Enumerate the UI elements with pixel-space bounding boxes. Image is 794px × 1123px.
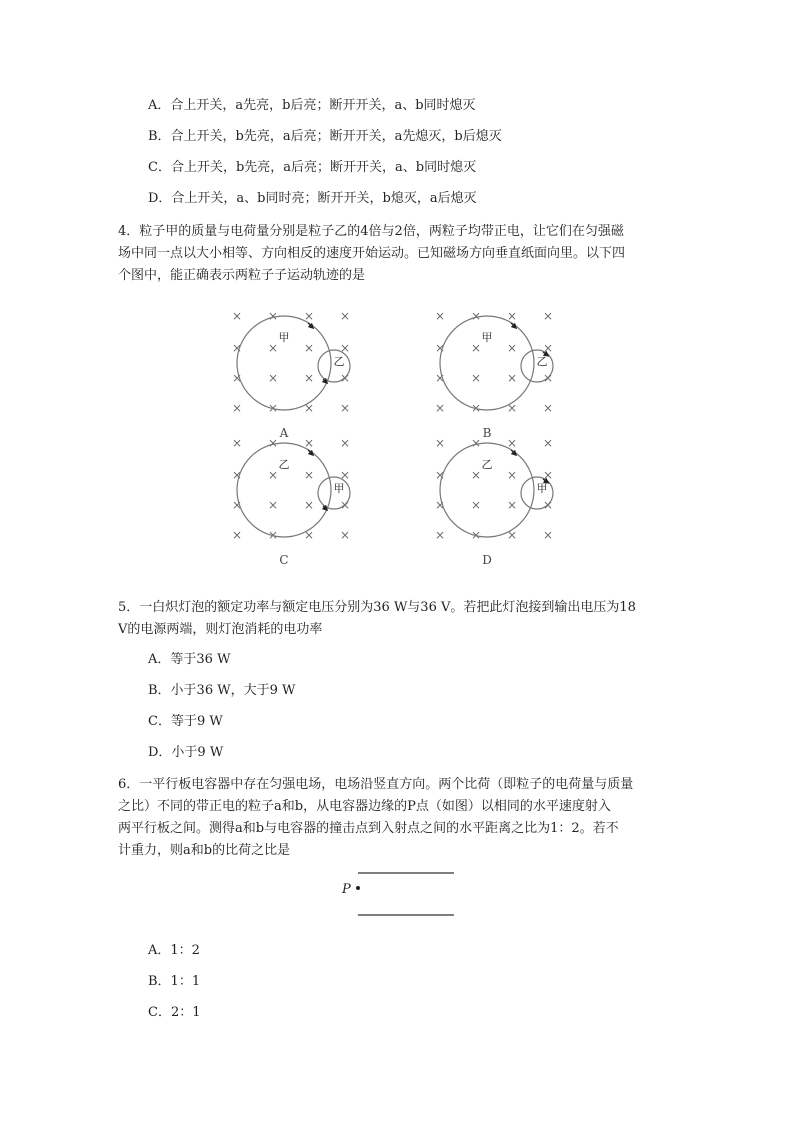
field-cross: × xyxy=(231,341,243,355)
field-cross: × xyxy=(506,309,518,323)
field-cross: × xyxy=(434,436,446,450)
field-cross: × xyxy=(231,498,243,512)
field-cross: × xyxy=(267,498,279,512)
q4-panel-a xyxy=(232,309,350,440)
field-cross: × xyxy=(231,309,243,323)
field-cross: × xyxy=(506,528,518,542)
field-cross: × xyxy=(339,341,351,355)
field-cross: × xyxy=(339,498,351,512)
field-cross: × xyxy=(303,468,315,482)
field-cross: × xyxy=(434,371,446,385)
field-cross: × xyxy=(470,341,482,355)
large-circle-label: 甲 xyxy=(481,331,493,344)
small-circle-label: 甲 xyxy=(333,482,345,495)
q5-option-c: C．等于9 W xyxy=(148,714,223,729)
field-cross: × xyxy=(470,371,482,385)
q5-stem-line-2: V的电源两端，则灯泡消耗的电功率 xyxy=(118,622,323,637)
field-cross: × xyxy=(470,498,482,512)
field-cross: × xyxy=(542,528,554,542)
field-cross: × xyxy=(339,401,351,415)
field-cross: × xyxy=(470,309,482,323)
field-cross: × xyxy=(267,528,279,542)
field-cross: × xyxy=(231,468,243,482)
field-cross: × xyxy=(267,341,279,355)
panel-label: D xyxy=(482,553,492,567)
field-cross: × xyxy=(231,528,243,542)
q5-stem-line-1: 5．一白炽灯泡的额定功率与额定电压分别为36 W与36 V。若把此灯泡接到输出电压为18 xyxy=(118,600,636,615)
panel-label: A xyxy=(279,426,289,440)
field-cross: × xyxy=(267,401,279,415)
q6-option-a: A．1：2 xyxy=(148,943,200,958)
q6-option-b: B．1：1 xyxy=(148,974,201,989)
field-cross: × xyxy=(339,528,351,542)
field-cross: × xyxy=(542,436,554,450)
field-cross: × xyxy=(434,528,446,542)
field-cross: × xyxy=(339,468,351,482)
field-cross: × xyxy=(267,309,279,323)
field-cross: × xyxy=(231,436,243,450)
field-cross: × xyxy=(434,468,446,482)
field-cross: × xyxy=(267,371,279,385)
field-cross: × xyxy=(434,341,446,355)
large-circle-label: 乙 xyxy=(481,458,493,471)
q3-option-a: A．合上开关，a先亮，b后亮；断开开关，a、b同时熄灭 xyxy=(148,98,476,113)
field-cross: × xyxy=(506,498,518,512)
q4-figure xyxy=(220,300,570,575)
small-circle-label: 乙 xyxy=(536,355,548,368)
field-cross: × xyxy=(506,401,518,415)
q4-panel-c xyxy=(232,436,350,567)
field-cross: × xyxy=(339,436,351,450)
q6-option-c: C．2：1 xyxy=(148,1005,201,1020)
panel-label: C xyxy=(279,553,289,567)
field-cross: × xyxy=(303,309,315,323)
field-cross: × xyxy=(470,468,482,482)
q6-stem-line-2: 之比）不同的带正电的粒子a和b，从电容器边缘的P点（如图）以相同的水平速度射入 xyxy=(118,799,611,814)
field-cross: × xyxy=(303,341,315,355)
field-cross: × xyxy=(303,371,315,385)
field-cross: × xyxy=(542,309,554,323)
field-cross: × xyxy=(542,498,554,512)
field-cross: × xyxy=(434,401,446,415)
field-cross: × xyxy=(542,401,554,415)
q4-stem-line-2: 场中同一点以大小相等、方向相反的速度开始运动。已知磁场方向垂直纸面向里。以下四 xyxy=(118,246,626,261)
field-cross: × xyxy=(506,341,518,355)
q4-stem-line-1: 4．粒子甲的质量与电荷量分别是粒子乙的4倍与2倍，两粒子均带正电，让它们在匀强磁 xyxy=(118,224,624,239)
field-cross: × xyxy=(267,436,279,450)
q6-capacitor-figure xyxy=(330,862,470,924)
field-cross: × xyxy=(470,436,482,450)
field-cross: × xyxy=(506,436,518,450)
q5-option-b: B．小于36 W，大于9 W xyxy=(148,683,296,698)
field-cross: × xyxy=(303,528,315,542)
field-cross: × xyxy=(339,309,351,323)
point-p-dot xyxy=(356,886,360,890)
field-cross: × xyxy=(470,528,482,542)
q3-option-d: D．合上开关，a、b同时亮；断开开关，b熄灭，a后熄灭 xyxy=(148,191,477,206)
small-circle-label: 甲 xyxy=(536,482,548,495)
field-cross: × xyxy=(434,498,446,512)
field-cross: × xyxy=(434,309,446,323)
field-cross: × xyxy=(231,371,243,385)
panel-label: B xyxy=(482,426,492,440)
field-cross: × xyxy=(267,468,279,482)
q5-option-a: A．等于36 W xyxy=(148,652,231,667)
large-circle-label: 甲 xyxy=(278,331,290,344)
field-cross: × xyxy=(542,341,554,355)
field-cross: × xyxy=(542,468,554,482)
field-cross: × xyxy=(470,401,482,415)
field-cross: × xyxy=(506,468,518,482)
q3-option-c: C．合上开关，b先亮，a后亮；断开开关，a、b同时熄灭 xyxy=(148,160,477,175)
field-cross: × xyxy=(303,401,315,415)
large-circle-label: 乙 xyxy=(278,458,290,471)
field-cross: × xyxy=(303,436,315,450)
field-cross: × xyxy=(542,371,554,385)
point-p-label: P xyxy=(342,882,351,897)
field-cross: × xyxy=(506,371,518,385)
q3-option-b: B．合上开关，b先亮，a后亮；断开开关，a先熄灭，b后熄灭 xyxy=(148,129,502,144)
q6-stem-line-3: 两平行板之间。测得a和b与电容器的撞击点到入射点之间的水平距离之比为1：2。若不 xyxy=(118,821,619,836)
q4-panel-b xyxy=(435,309,553,440)
q6-stem-line-4: 计重力，则a和b的比荷之比是 xyxy=(118,843,291,858)
field-cross: × xyxy=(339,371,351,385)
q6-stem-line-1: 6．一平行板电容器中存在匀强电场，电场沿竖直方向。两个比荷（即粒子的电荷量与质量 xyxy=(118,777,634,792)
q4-stem-line-3: 个图中，能正确表示两粒子子运动轨迹的是 xyxy=(118,268,366,283)
small-circle-label: 乙 xyxy=(333,355,345,368)
q4-panel-d xyxy=(435,436,553,567)
field-cross: × xyxy=(231,401,243,415)
field-cross: × xyxy=(303,498,315,512)
q5-option-d: D．小于9 W xyxy=(148,745,224,760)
